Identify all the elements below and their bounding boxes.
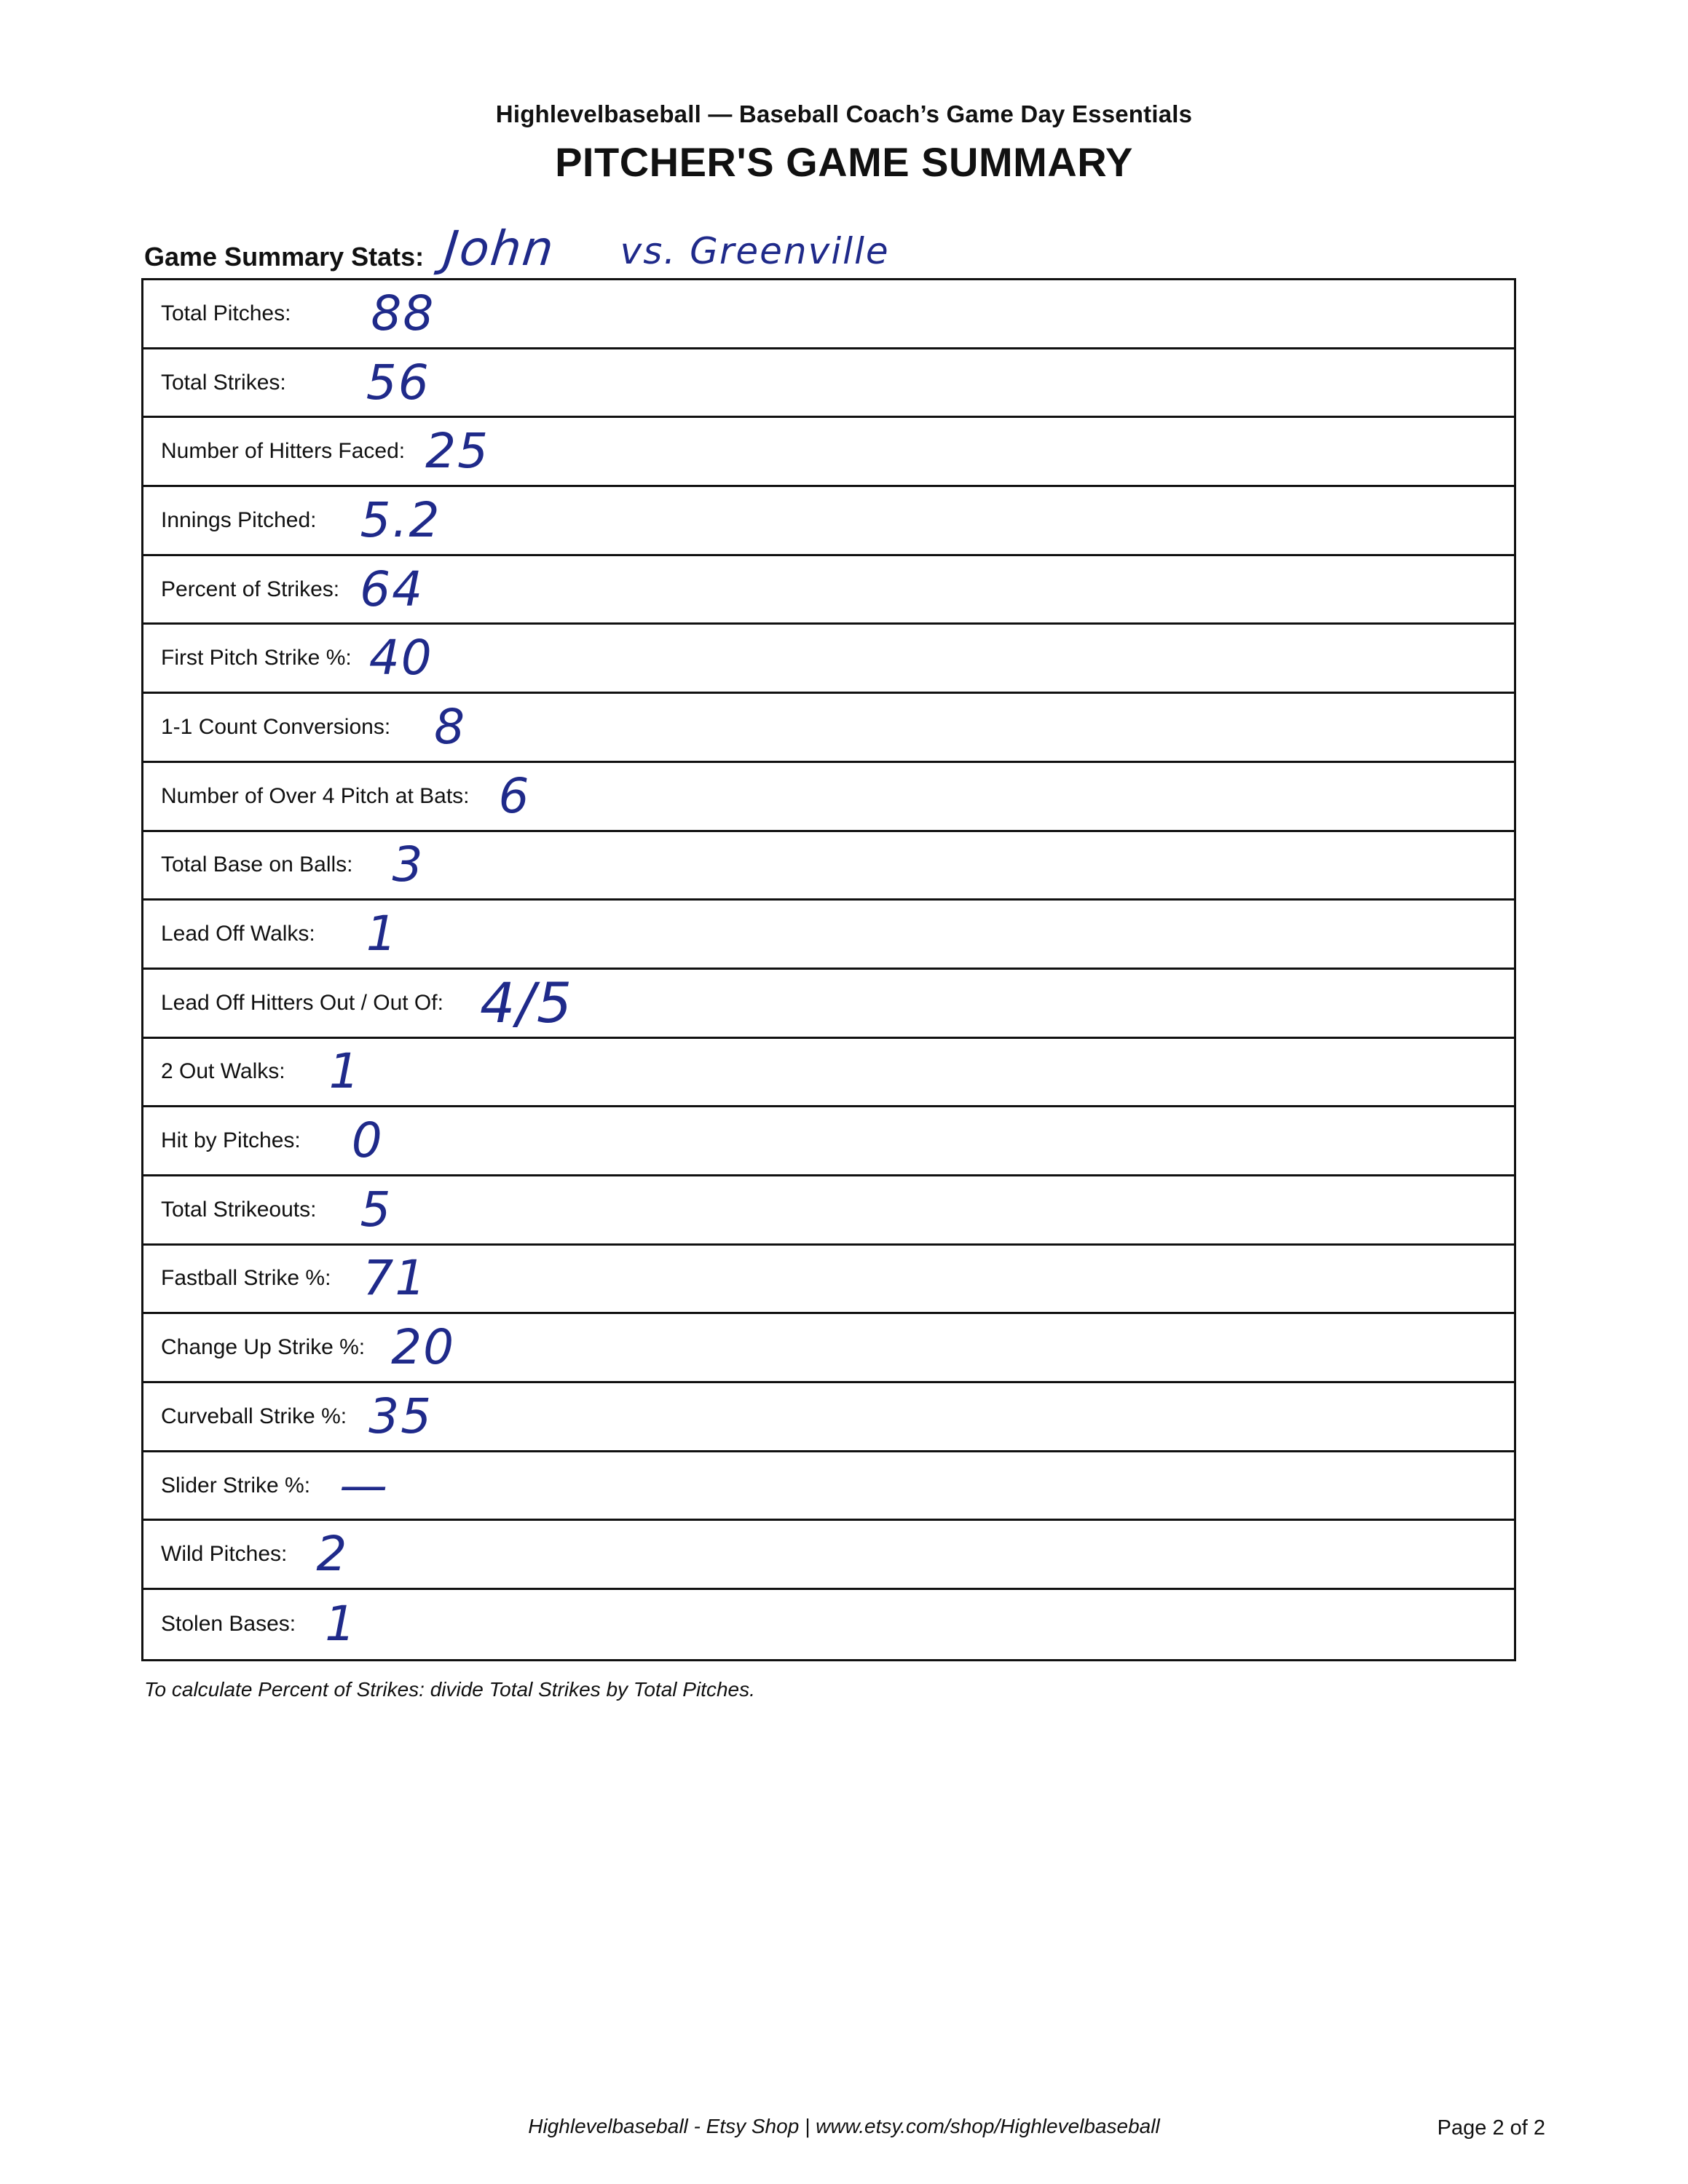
- stat-label: Total Base on Balls:: [161, 852, 353, 877]
- stat-value: 3: [392, 836, 425, 893]
- stat-row-fastball-strike: [143, 1246, 1514, 1315]
- stat-label: Innings Pitched:: [161, 507, 317, 532]
- game-summary-line: [144, 211, 890, 277]
- game-summary-label: Game Summary Stats:: [144, 242, 425, 272]
- page-title: PITCHER'S GAME SUMMARY: [555, 139, 1133, 185]
- stat-row-total-strikes: [143, 349, 1514, 419]
- stat-value: 4/5: [479, 970, 574, 1035]
- stat-label: Total Pitches:: [161, 301, 291, 325]
- stat-label: Number of Hitters Faced:: [161, 439, 406, 464]
- stat-label: Curveball Strike %:: [161, 1404, 347, 1428]
- stat-row-change-up-strike: [143, 1314, 1514, 1383]
- stat-value: 88: [371, 285, 435, 341]
- stat-label: Lead Off Hitters Out / Out Of:: [161, 990, 443, 1015]
- stat-row-curveball-strike: [143, 1383, 1514, 1452]
- stat-value: 20: [391, 1319, 456, 1376]
- stat-row-wild-pitches: [143, 1521, 1514, 1590]
- stat-value: —: [339, 1457, 390, 1514]
- stats-table: [141, 278, 1516, 1661]
- stat-label: Stolen Bases:: [161, 1612, 296, 1637]
- stat-row-first-pitch-strike: [143, 625, 1514, 694]
- stat-label: 2 Out Walks:: [161, 1059, 285, 1084]
- calculation-note: To calculate Percent of Strikes: divide Total Strikes by Total Pitches.: [144, 1678, 755, 1701]
- stat-row-base-on-balls: [143, 832, 1514, 901]
- stat-label: Number of Over 4 Pitch at Bats:: [161, 783, 470, 808]
- stat-value: 8: [434, 698, 467, 755]
- stat-label: 1-1 Count Conversions:: [161, 714, 391, 739]
- stat-row-count-conversions: [143, 694, 1514, 763]
- stat-value: 2: [316, 1526, 349, 1583]
- stat-label: Fastball Strike %:: [161, 1266, 331, 1291]
- stat-row-over-4-pitch: [143, 763, 1514, 832]
- stat-row-percent-strikes: [143, 556, 1514, 625]
- stat-value: 1: [366, 906, 398, 962]
- stat-value: 71: [363, 1250, 427, 1307]
- stat-value: 5.2: [360, 491, 441, 548]
- stat-label: Wild Pitches:: [161, 1542, 288, 1567]
- stat-label: Total Strikeouts:: [161, 1197, 317, 1222]
- stat-row-stolen-bases: [143, 1590, 1514, 1659]
- stat-value: 35: [368, 1388, 433, 1444]
- opponent-name: vs. Greenville: [620, 230, 890, 272]
- stat-value: 25: [425, 423, 490, 480]
- pitcher-name: John: [441, 221, 558, 277]
- page-number: Page 2 of 2: [1437, 2116, 1545, 2140]
- stat-label: Lead Off Walks:: [161, 922, 315, 946]
- stat-value: 56: [366, 354, 430, 411]
- stat-row-hitters-faced: [143, 418, 1514, 487]
- stat-value: 5: [360, 1181, 393, 1238]
- stat-row-innings-pitched: [143, 487, 1514, 556]
- stat-row-total-pitches: [143, 280, 1514, 349]
- stat-value: 40: [368, 630, 433, 687]
- stat-row-slider-strike: [143, 1452, 1514, 1522]
- stat-label: Hit by Pitches:: [161, 1128, 301, 1153]
- stat-row-lead-off-hitters-out: [143, 970, 1514, 1039]
- footer-shop-link: Highlevelbaseball - Etsy Shop | www.etsy.com/shop/Highlevelbaseball: [528, 2115, 1160, 2137]
- stat-value: 0: [351, 1112, 384, 1169]
- stat-value: 6: [498, 767, 531, 824]
- stat-row-two-out-walks: [143, 1039, 1514, 1108]
- stat-row-hit-by-pitches: [143, 1107, 1514, 1176]
- page-header: [0, 100, 1688, 186]
- stat-value: 1: [328, 1043, 361, 1100]
- stat-label: Change Up Strike %:: [161, 1335, 366, 1360]
- stat-value: 64: [360, 561, 425, 617]
- stat-value: 1: [325, 1596, 358, 1653]
- stat-label: Slider Strike %:: [161, 1473, 311, 1497]
- stat-label: Percent of Strikes:: [161, 577, 340, 601]
- stat-row-lead-off-walks: [143, 901, 1514, 970]
- page-subtitle: Highlevelbaseball — Baseball Coach’s Game Day Essentials: [495, 100, 1193, 127]
- stat-label: Total Strikes:: [161, 370, 286, 395]
- stat-label: First Pitch Strike %:: [161, 646, 352, 670]
- stat-row-total-strikeouts: [143, 1176, 1514, 1246]
